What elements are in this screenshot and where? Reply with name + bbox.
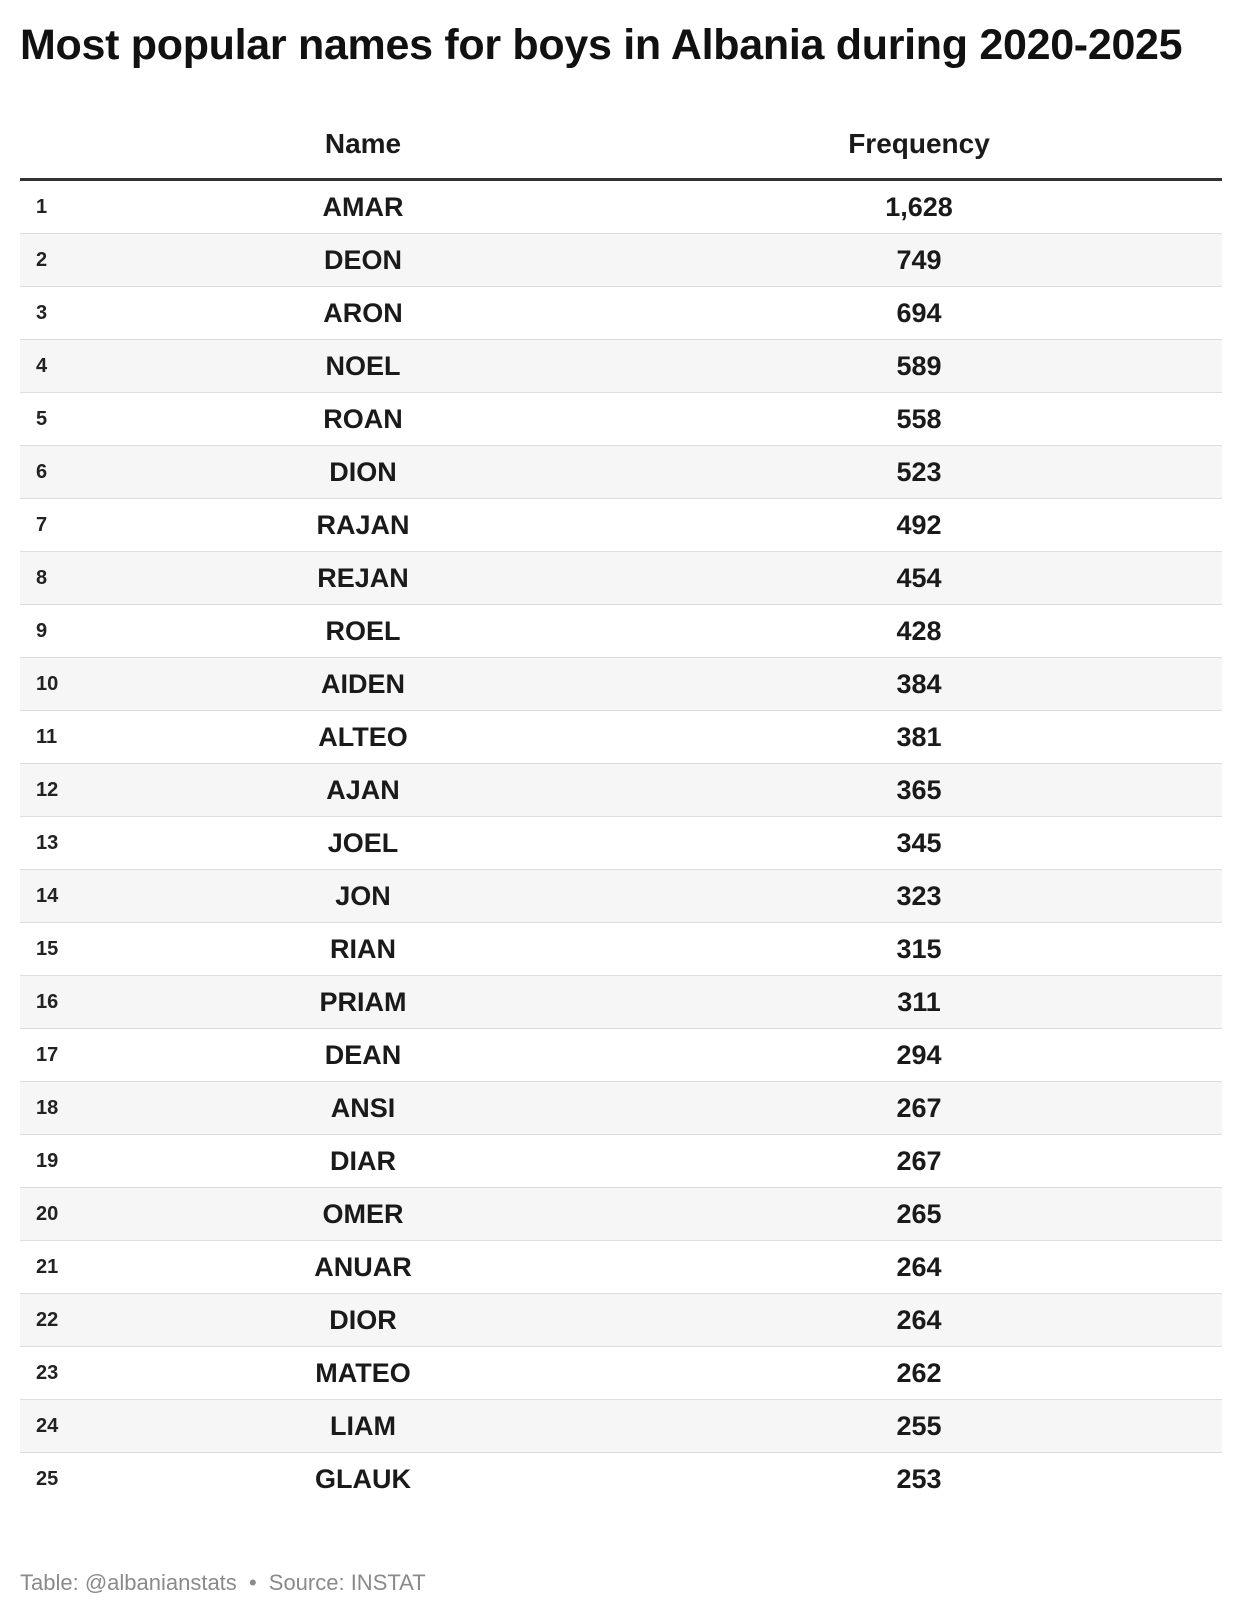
frequency-cell: 492 bbox=[896, 509, 942, 540]
name-cell: REJAN bbox=[317, 562, 409, 593]
rank-cell: 9 bbox=[36, 619, 48, 642]
table-row bbox=[20, 234, 1222, 287]
table-row bbox=[20, 1135, 1222, 1188]
name-cell: ANUAR bbox=[314, 1251, 412, 1282]
table-row bbox=[20, 605, 1222, 658]
rank-cell: 23 bbox=[36, 1361, 59, 1384]
name-cell: AMAR bbox=[322, 191, 404, 222]
name-cell: DIAR bbox=[330, 1145, 396, 1176]
frequency-cell: 311 bbox=[897, 986, 941, 1017]
rank-cell: 17 bbox=[36, 1043, 59, 1066]
frequency-cell: 294 bbox=[896, 1039, 942, 1070]
frequency-cell: 315 bbox=[896, 933, 942, 964]
rank-cell: 21 bbox=[36, 1255, 59, 1278]
name-cell: LIAM bbox=[330, 1410, 396, 1441]
name-cell: ANSI bbox=[330, 1092, 396, 1123]
name-cell: ROAN bbox=[323, 403, 403, 434]
table-row bbox=[20, 181, 1222, 234]
name-cell: JON bbox=[335, 880, 391, 911]
name-cell: DIOR bbox=[329, 1304, 397, 1335]
name-cell: ROEL bbox=[325, 615, 401, 646]
name-cell: DEAN bbox=[324, 1039, 402, 1070]
source-credit: Source: INSTAT bbox=[268, 1570, 426, 1595]
rank-cell: 1 bbox=[36, 195, 48, 218]
table-header bbox=[20, 110, 1222, 181]
frequency-cell: 267 bbox=[896, 1145, 942, 1176]
names-table bbox=[20, 110, 1222, 1506]
rank-cell: 7 bbox=[36, 513, 48, 536]
frequency-cell: 694 bbox=[896, 297, 942, 328]
name-cell: ALTEO bbox=[318, 721, 408, 752]
rank-cell: 19 bbox=[36, 1149, 59, 1172]
table-row bbox=[20, 976, 1222, 1029]
frequency-cell: 381 bbox=[896, 721, 942, 752]
frequency-cell: 365 bbox=[896, 774, 942, 805]
frequency-cell: 558 bbox=[896, 403, 942, 434]
name-column-header[interactable]: Name bbox=[324, 128, 402, 159]
frequency-cell: 1,628 bbox=[885, 191, 953, 222]
rank-cell: 13 bbox=[36, 831, 59, 854]
frequency-cell: 264 bbox=[896, 1251, 942, 1282]
table-row bbox=[20, 393, 1222, 446]
name-cell: DEON bbox=[323, 244, 402, 275]
name-cell: MATEO bbox=[315, 1357, 411, 1388]
frequency-cell: 265 bbox=[896, 1198, 942, 1229]
table-row bbox=[20, 499, 1222, 552]
rank-cell: 12 bbox=[36, 778, 59, 801]
rank-cell: 16 bbox=[36, 990, 59, 1013]
table-row bbox=[20, 1294, 1222, 1347]
table-row bbox=[20, 1453, 1222, 1506]
frequency-cell: 323 bbox=[896, 880, 942, 911]
name-cell: NOEL bbox=[325, 350, 401, 381]
table-row bbox=[20, 340, 1222, 393]
frequency-cell: 255 bbox=[896, 1410, 942, 1441]
frequency-cell: 589 bbox=[896, 350, 942, 381]
table-credit: Table: @albanianstats bbox=[20, 1570, 237, 1595]
footer-separator: • bbox=[248, 1570, 257, 1595]
page bbox=[20, 0, 1222, 1494]
table-row bbox=[20, 1400, 1222, 1453]
frequency-cell: 253 bbox=[896, 1464, 942, 1494]
rank-cell: 2 bbox=[36, 248, 48, 271]
frequency-cell: 384 bbox=[896, 668, 942, 699]
name-cell: AJAN bbox=[326, 774, 400, 805]
rank-cell: 11 bbox=[36, 725, 58, 748]
rank-cell: 15 bbox=[36, 937, 59, 960]
table-row bbox=[20, 711, 1222, 764]
table-row bbox=[20, 1029, 1222, 1082]
table-row bbox=[20, 1241, 1222, 1294]
table-body bbox=[20, 181, 1222, 1506]
table-row bbox=[20, 870, 1222, 923]
name-cell: JOEL bbox=[327, 827, 399, 858]
frequency-cell: 264 bbox=[896, 1304, 942, 1335]
rank-cell: 3 bbox=[36, 301, 48, 324]
frequency-cell: 523 bbox=[896, 456, 942, 487]
table-row bbox=[20, 817, 1222, 870]
rank-cell: 4 bbox=[36, 354, 48, 377]
name-cell: PRIAM bbox=[319, 986, 407, 1017]
table-row bbox=[20, 1347, 1222, 1400]
frequency-cell: 345 bbox=[896, 827, 942, 858]
rank-cell: 10 bbox=[36, 672, 59, 695]
frequency-cell: 267 bbox=[896, 1092, 942, 1123]
table-row bbox=[20, 446, 1222, 499]
table-row bbox=[20, 1082, 1222, 1135]
table-row bbox=[20, 287, 1222, 340]
rank-cell: 6 bbox=[36, 460, 48, 483]
frequency-column-header[interactable]: Frequency bbox=[848, 128, 990, 159]
name-cell: OMER bbox=[322, 1198, 404, 1229]
frequency-cell: 262 bbox=[896, 1357, 942, 1388]
frequency-cell: 749 bbox=[896, 244, 942, 275]
frequency-cell: 428 bbox=[896, 615, 942, 646]
table-row bbox=[20, 552, 1222, 605]
name-cell: AIDEN bbox=[320, 668, 405, 699]
table-row bbox=[20, 923, 1222, 976]
rank-cell: 20 bbox=[36, 1202, 59, 1225]
table-row bbox=[20, 764, 1222, 817]
rank-cell: 22 bbox=[36, 1308, 59, 1331]
rank-cell: 5 bbox=[36, 407, 48, 430]
footer bbox=[20, 1570, 426, 1596]
name-cell: DION bbox=[329, 456, 397, 487]
name-cell: RIAN bbox=[330, 933, 396, 964]
rank-cell: 24 bbox=[36, 1414, 59, 1437]
frequency-cell: 454 bbox=[896, 562, 942, 593]
page-title: Most popular names for boys in Albania during 2020-2025 bbox=[20, 21, 1183, 69]
rank-cell: 14 bbox=[36, 884, 59, 907]
rank-cell: 18 bbox=[36, 1096, 59, 1119]
rank-cell: 25 bbox=[36, 1468, 59, 1490]
name-cell: RAJAN bbox=[316, 509, 410, 540]
table-row bbox=[20, 1188, 1222, 1241]
rank-cell: 8 bbox=[36, 566, 48, 589]
table-row bbox=[20, 658, 1222, 711]
name-cell: ARON bbox=[323, 297, 403, 328]
name-cell: GLAUK bbox=[315, 1464, 411, 1494]
